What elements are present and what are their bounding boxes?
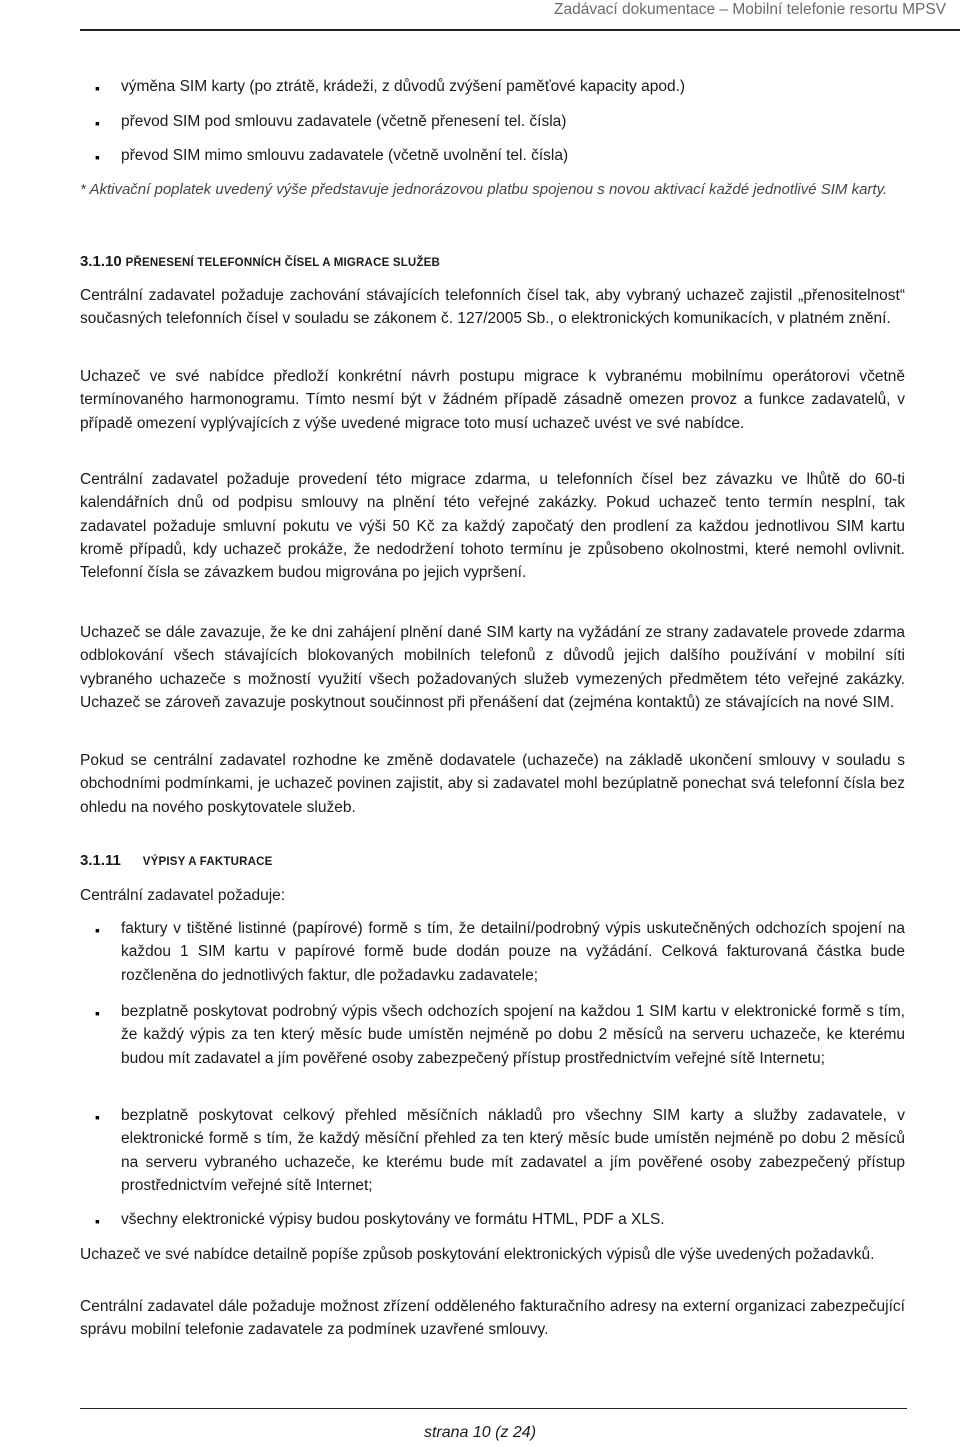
bullet-icon: ▪ — [95, 922, 100, 938]
section-number: 3.1.11 — [80, 852, 121, 869]
footer-rule — [80, 1408, 907, 1409]
bullet-icon: ▪ — [95, 115, 100, 131]
bullet-icon: ▪ — [95, 1109, 100, 1125]
paragraph: Uchazeč se dále zavazuje, že ke dni zahájení plnění dané SIM karty na vyžádání ze strany zadavatele provede zdarma odblokování všech stávajících blokovaných mobilních telefonů z důvodů jejich dalšího používání v mobilní síti vybraného uchazeče s možností využití všech požadovaných služeb vymezených předmětem této veřejné zakázky. Uchazeč se zároveň zavazuje poskytnout součinnost při přenášení dat (zejména kontaktů) ze stávajících na nové SIM. — [80, 624, 905, 711]
paragraph: Centrální zadavatel požaduje provedení této migrace zdarma, u telefonních čísel bez závazku ve lhůtě do 60-ti kalendářních dnů od podpisu smlouvy na plnění této veřejné zakázky. Pokud uchazeč tento termín nesplní, tak zadavatel požaduje smluvní pokutu ve výši 50 Kč za každý započatý den prodlení za každou jednotlivou SIM kartu kromě případů, kdy uchazeč prokáže, že nedodržení tohoto termínu je způsobeno okolnostmi, které nemohl ovlivnit. Telefonní čísla se závazkem budou migrována po jejich vypršení. — [80, 471, 905, 582]
page-header — [0, 0, 960, 30]
list-item: faktury v tištěné listinné (papírové) formě s tím, že detailní/podrobný výpis uskutečněných odchozích spojení na každou 1 SIM kartu v papírové formě bude dodán pouze na vyžádání. Celková fakturovaná částka bude rozčleněna do jednotlivých faktur, dle požadavku zadavatele; — [121, 920, 905, 984]
section-title: VÝPISY A FAKTURACE — [142, 856, 273, 868]
paragraph: Centrální zadavatel požaduje zachování stávajících telefonních čísel tak, aby vybraný uchazeč zajistil „přenositelnost“ současných telefonních čísel v souladu se zákonem č. 127/2005 Sb., o elektronických komunikacích, v platném znění. — [80, 287, 905, 328]
paragraph-intro: Centrální zadavatel požaduje: — [80, 887, 286, 904]
section-heading-3-1-11 — [80, 850, 272, 872]
bullet-icon: ▪ — [95, 149, 100, 165]
paragraph: Uchazeč ve své nabídce detailně popíše způsob poskytování elektronických výpisů dle výše uvedených požadavků. — [80, 1246, 875, 1263]
list-item: převod SIM mimo smlouvu zadavatele (včetně uvolnění tel. čísla) — [121, 147, 569, 164]
section-title: PŘENESENÍ TELEFONNÍCH ČÍSEL A MIGRACE SLUŽEB — [125, 257, 441, 269]
header-rule — [80, 29, 960, 31]
activation-fee-note: * Aktivační poplatek uvedený výše představuje jednorázovou platbu spojenou s novou aktivací každé jednotlivé SIM karty. — [80, 181, 888, 198]
list-item: všechny elektronické výpisy budou poskytovány ve formátu HTML, PDF a XLS. — [121, 1211, 665, 1228]
paragraph: Pokud se centrální zadavatel rozhodne ke změně dodavatele (uchazeče) na základě ukončení smlouvy v souladu s obchodními podmínkami, je uchazeč povinen zajistit, aby si zadavatel mohl bezúplatně ponechat svá telefonní čísla bez ohledu na nového poskytovatele služeb. — [80, 752, 905, 816]
bullet-icon: ▪ — [95, 1213, 100, 1229]
bullet-icon: ▪ — [95, 80, 100, 96]
document-title: Zadávací dokumentace – Mobilní telefonie resortu MPSV — [553, 1, 946, 18]
list-item: bezplatně poskytovat podrobný výpis všech odchozích spojení na každou 1 SIM kartu v elektronické formě s tím, že každý výpis za ten který měsíc bude umístěn nejméně po dobu 2 měsíců na serveru uchazeče, ke kterému budou mít zadavatel a jím pověřené osoby zabezpečený přístup prostřednictvím veřejné sítě Internetu; — [121, 1003, 905, 1067]
list-item: bezplatně poskytovat celkový přehled měsíčních nákladů pro všechny SIM karty a služby zadavatele, v elektronické formě s tím, že každý měsíční přehled za ten který měsíc bude umístěn nejméně po dobu 2 měsíců na serveru vybraného uchazeče, ke kterému bude mít zadavatel a jím pověřené osoby zabezpečený přístup prostřednictvím veřejné sítě Internet; — [121, 1107, 905, 1194]
list-item: převod SIM pod smlouvu zadavatele (včetně přenesení tel. čísla) — [121, 113, 567, 130]
page-number: strana 10 (z 24) — [423, 1424, 537, 1441]
section-heading-3-1-10 — [80, 251, 440, 273]
list-item: výměna SIM karty (po ztrátě, krádeži, z důvodů zvýšení paměťové kapacity apod.) — [121, 78, 686, 95]
paragraph: Uchazeč ve své nabídce předloží konkrétní návrh postupu migrace k vybranému mobilnímu operátorovi včetně termínovaného harmonogramu. Tímto nesmí být v žádném případě zásadně omezen provoz a funkce zadavatelů, v případě omezení vyplývajících z výše uvedené migrace toto musí uchazeč uvést ve své nabídce. — [80, 368, 905, 432]
bullet-icon: ▪ — [95, 1005, 100, 1021]
section-number: 3.1.10 — [80, 253, 122, 270]
paragraph: Centrální zadavatel dále požaduje možnost zřízení odděleného fakturačního adresy na externí organizaci zabezpečující správu mobilní telefonie zadavatele za podmínek uzavřené smlouvy. — [80, 1298, 905, 1339]
